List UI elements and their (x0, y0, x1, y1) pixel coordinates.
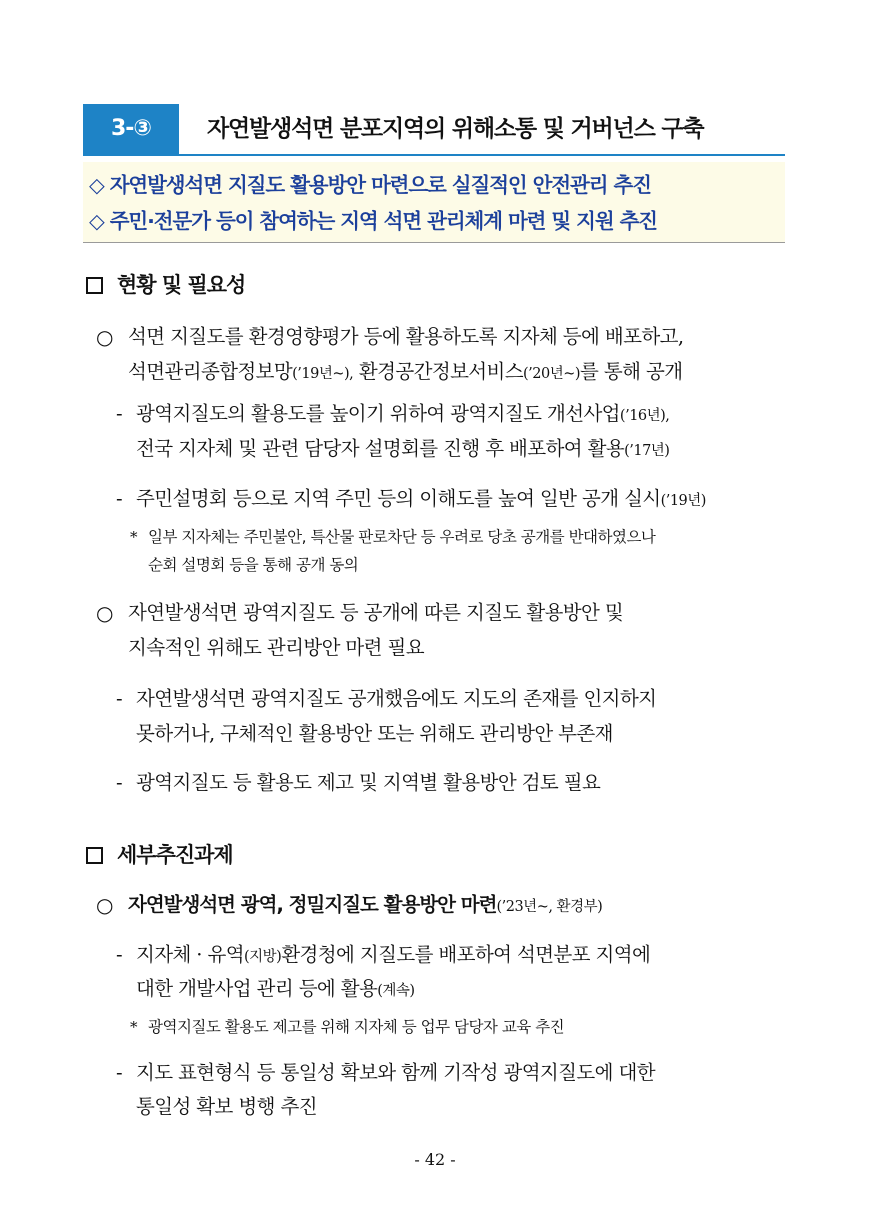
status-dash-2-line-1: 주민설명회 등으로 지역 주민 등의 이해도를 높여 일반 공개 실시(’19년) (136, 487, 706, 510)
circle-bullet-icon: ○ (96, 601, 114, 625)
status-note-line-1: 일부 지자체는 주민불안, 특산물 판로차단 등 우려로 당초 공개를 반대하였으나 (148, 528, 656, 546)
summary-line-1: ◇ 자연발생석면 지질도 활용방안 마련으로 실질적인 안전관리 추진 (89, 173, 651, 197)
status-heading-text: 현황 및 필요성 (117, 273, 246, 297)
status-circle-2-line-1: 자연발생석면 광역지질도 등 공개에 따른 지질도 활용방안 및 (128, 601, 624, 624)
summary-box (83, 162, 785, 243)
status-dash-1-line-1: 광역지질도의 활용도를 높이기 위하여 광역지질도 개선사업(’16년), (136, 402, 670, 425)
dash-bullet-icon: - (116, 771, 123, 794)
asterisk-note-icon: * (130, 528, 138, 546)
circle-bullet-icon: ○ (96, 325, 114, 349)
section-title: 자연발생석면 분포지역의 위해소통 및 거버넌스 구축 (207, 116, 704, 142)
section-number-badge: 3-③ (83, 104, 179, 154)
status-note-line-2: 순회 설명회 등을 통해 공개 동의 (148, 556, 359, 574)
status-dash-4-line-1: 광역지질도 등 활용도 제고 및 지역별 활용방안 검토 필요 (136, 771, 601, 794)
tasks-dash-1-line-2: 대한 개발사업 관리 등에 활용(계속) (136, 977, 415, 1000)
status-dash-3-line-2: 못하거나, 구체적인 활용방안 또는 위해도 관리방안 부존재 (136, 722, 613, 745)
checkbox-square-icon (86, 277, 103, 294)
tasks-dash-1-line-1: 지자체 · 유역(지방)환경청에 지질도를 배포하여 석면분포 지역에 (136, 943, 651, 966)
status-dash-3-line-1: 자연발생석면 광역지질도 공개했음에도 지도의 존재를 인지하지 (136, 687, 657, 710)
dash-bullet-icon: - (116, 487, 123, 510)
status-circle-1-line-1: 석면 지질도를 환경영향평가 등에 활용하도록 지자체 등에 배포하고, (128, 325, 684, 348)
page-number: - 42 - (414, 1150, 456, 1169)
tasks-heading-text: 세부추진과제 (117, 843, 233, 867)
tasks-circle-1-line-1: 자연발생석면 광역, 정밀지질도 활용방안 마련(’23년~, 환경부) (128, 893, 603, 916)
circle-bullet-icon: ○ (96, 893, 114, 917)
status-dash-1-line-2: 전국 지자체 및 관련 담당자 설명회를 진행 후 배포하여 활용(’17년) (136, 437, 670, 460)
tasks-heading (86, 840, 233, 870)
status-heading (86, 270, 245, 300)
tasks-dash-2-line-1: 지도 표현형식 등 통일성 확보와 함께 기작성 광역지질도에 대한 (136, 1061, 655, 1084)
summary-line-2: ◇ 주민·전문가 등이 참여하는 지역 석면 관리체계 마련 및 지원 추진 (89, 209, 657, 233)
checkbox-square-icon (86, 847, 103, 864)
status-circle-1-line-2: 석면관리종합정보망(’19년~), 환경공간정보서비스(’20년~)를 통해 공개 (128, 360, 683, 383)
section-divider (83, 154, 785, 156)
asterisk-note-icon: * (130, 1018, 138, 1036)
dash-bullet-icon: - (116, 402, 123, 425)
tasks-note-line-1: 광역지질도 활용도 제고를 위해 지자체 등 업무 담당자 교육 추진 (148, 1018, 565, 1036)
dash-bullet-icon: - (116, 1061, 123, 1084)
dash-bullet-icon: - (116, 943, 123, 966)
section-header (83, 104, 785, 154)
tasks-dash-2-line-2: 통일성 확보 병행 추진 (136, 1095, 317, 1118)
dash-bullet-icon: - (116, 687, 123, 710)
status-circle-2-line-2: 지속적인 위해도 관리방안 마련 필요 (128, 636, 424, 659)
